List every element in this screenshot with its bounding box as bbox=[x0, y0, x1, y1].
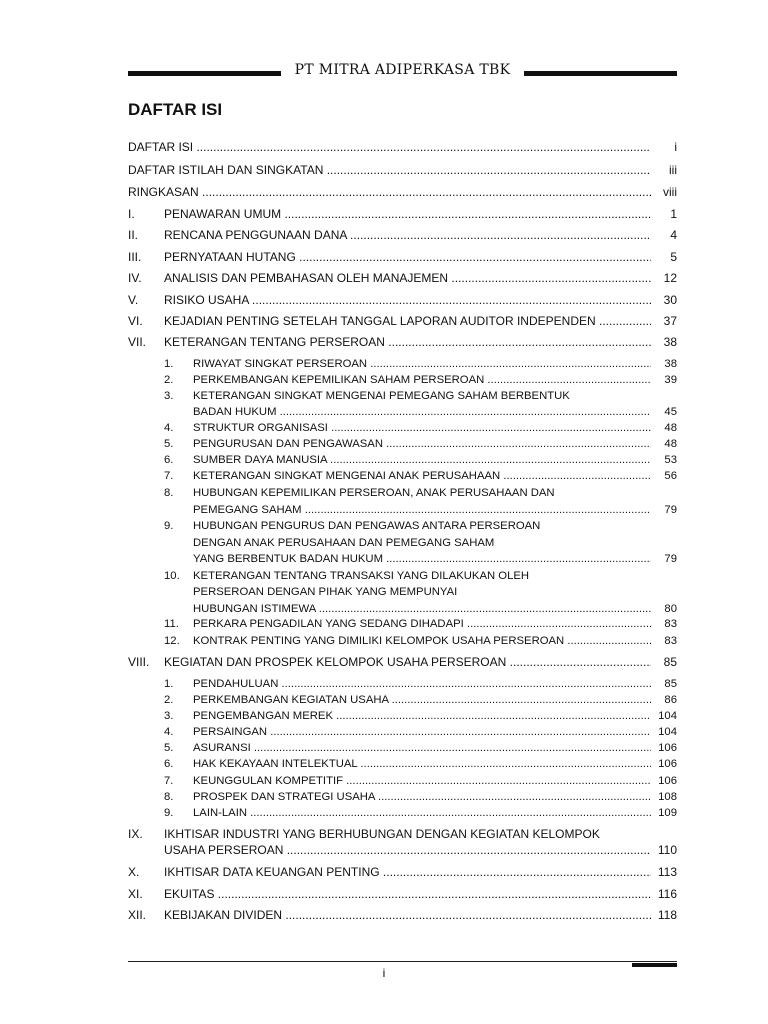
toc-entry-label: IKHTISAR DATA KEUANGAN PENTING ..... bbox=[164, 863, 651, 881]
toc-entry-label: ANALISIS DAN PEMBAHASAN OLEH MANAJEMEN ..... bbox=[164, 269, 651, 287]
toc-entry-label: RINGKASAN ..... bbox=[128, 183, 651, 201]
toc-entry-page: 37 bbox=[663, 314, 677, 328]
toc-entry-page: 1 bbox=[670, 207, 677, 221]
toc-entry-label: HUBUNGAN PENGURUS DAN PENGAWAS ANTARA PERSEROAN bbox=[193, 520, 541, 532]
toc-entry-page: 86 bbox=[664, 694, 677, 706]
toc-entry-page: 118 bbox=[657, 908, 677, 922]
toc-entry-number: 11. bbox=[164, 618, 179, 630]
toc-entry-number: IV. bbox=[128, 271, 142, 285]
toc-entry-label: PERKEMBANGAN KEGIATAN USAHA ..... bbox=[193, 691, 651, 709]
toc-entry-page: 56 bbox=[664, 470, 677, 482]
toc-entry-page: 104 bbox=[658, 710, 677, 722]
toc-entry-number: 4. bbox=[164, 726, 174, 738]
toc-entry-page: 109 bbox=[658, 807, 677, 819]
toc-entry-label: HUBUNGAN KEPEMILIKAN PERSEROAN, ANAK PERUSAHAAN DAN bbox=[193, 487, 555, 499]
toc-entry-page: 108 bbox=[658, 791, 677, 803]
toc-entry-label: KETERANGAN SINGKAT MENGENAI PEMEGANG SAHAM BERBENTUK bbox=[193, 390, 570, 402]
toc-entry-page: 83 bbox=[664, 618, 677, 630]
toc-entry-page: viii bbox=[663, 185, 677, 199]
toc-entry-number: 6. bbox=[164, 758, 174, 770]
toc-entry-label: PENDAHULUAN ..... bbox=[193, 675, 651, 693]
toc-entry-label: DAFTAR ISI ..... bbox=[128, 138, 651, 156]
header-rule-right bbox=[524, 71, 677, 76]
toc-entry bbox=[128, 183, 677, 201]
toc-entry-label: KEGIATAN DAN PROSPEK KELOMPOK USAHA PERSEROAN ..... bbox=[164, 653, 651, 671]
toc-entry-number: 1. bbox=[164, 358, 174, 370]
toc-entry-number: 5. bbox=[164, 438, 174, 450]
toc-entry-number: 3. bbox=[164, 390, 174, 402]
toc-entry bbox=[128, 269, 677, 287]
toc-entry-number: XI. bbox=[128, 887, 143, 901]
toc-entry-label: EKUITAS ..... bbox=[164, 885, 651, 903]
toc-entry-number: 4. bbox=[164, 422, 174, 434]
toc-entry-label: PENAWARAN UMUM ..... bbox=[164, 205, 651, 223]
toc-entry bbox=[128, 653, 677, 671]
toc-entry-number: VII. bbox=[128, 335, 147, 349]
footer-page-number: i bbox=[382, 966, 386, 980]
toc-entry-number: VIII. bbox=[128, 655, 150, 669]
toc-entry-page: 79 bbox=[664, 553, 677, 565]
toc-entry bbox=[128, 517, 677, 535]
toc-entry-number: IX. bbox=[128, 827, 143, 841]
toc-entry-label: KEBIJAKAN DIVIDEN ..... bbox=[164, 906, 651, 924]
toc-entry-label: PENGEMBANGAN MEREK ..... bbox=[193, 707, 651, 725]
toc-entry-label: PERKEMBANGAN KEPEMILIKAN SAHAM PERSEROAN ..... bbox=[193, 371, 651, 389]
toc-entry bbox=[128, 583, 677, 601]
toc-entry-label: SUMBER DAYA MANUSIA ..... bbox=[193, 451, 651, 469]
toc-entry-page: iii bbox=[669, 163, 677, 177]
toc-entry-page: 80 bbox=[664, 603, 677, 615]
toc-entry bbox=[128, 291, 677, 309]
toc-entry bbox=[128, 885, 677, 903]
toc-entry-number: 5. bbox=[164, 742, 174, 754]
toc-entry-page: 110 bbox=[657, 843, 677, 857]
toc-entry-page: 79 bbox=[664, 504, 677, 516]
toc-entry bbox=[128, 804, 677, 822]
toc-entry-number: 3. bbox=[164, 710, 174, 722]
toc-entry-label: PEMEGANG SAHAM ..... bbox=[193, 501, 651, 519]
toc-entry-page: 5 bbox=[670, 250, 677, 264]
toc-entry-label: PERNYATAAN HUTANG ..... bbox=[164, 248, 651, 266]
toc-entry-label: PENGURUSAN DAN PENGAWASAN ..... bbox=[193, 435, 651, 453]
toc-entry-label: HUBUNGAN ISTIMEWA ..... bbox=[193, 600, 651, 618]
toc-entry-number: II. bbox=[128, 228, 139, 242]
toc-entry-label: RIWAYAT SINGKAT PERSEROAN ..... bbox=[193, 355, 651, 373]
toc-entry-number: III. bbox=[128, 250, 142, 264]
toc-entry-page: 53 bbox=[664, 454, 677, 466]
toc-entry bbox=[128, 248, 677, 266]
toc-entry-number: 2. bbox=[164, 694, 174, 706]
toc-entry-label: KETERANGAN TENTANG PERSEROAN ..... bbox=[164, 333, 651, 351]
toc-entry-label: KEUNGGULAN KOMPETITIF ..... bbox=[193, 772, 651, 790]
toc-entry-label: DENGAN ANAK PERUSAHAAN DAN PEMEGANG SAHAM bbox=[193, 537, 495, 549]
toc-entry-label: KETERANGAN TENTANG TRANSAKSI YANG DILAKUKAN OLEH bbox=[193, 570, 530, 582]
toc-entry bbox=[128, 226, 677, 244]
toc-entry-label: PERKARA PENGADILAN YANG SEDANG DIHADAPI ..... bbox=[193, 615, 651, 633]
toc-entry-number: 7. bbox=[164, 775, 174, 787]
toc-entry bbox=[128, 484, 677, 502]
toc-entry bbox=[128, 863, 677, 881]
company-name: PT MITRA ADIPERKASA TBK bbox=[294, 62, 511, 78]
footer-rule bbox=[128, 961, 677, 962]
toc-entry-page: 12 bbox=[663, 271, 677, 285]
toc-entry-page: 45 bbox=[664, 406, 677, 418]
toc-entry-page: 85 bbox=[664, 678, 677, 690]
toc-entry-label: LAIN-LAIN ..... bbox=[193, 804, 651, 822]
toc-entry-label: PERSAINGAN ..... bbox=[193, 723, 651, 741]
toc-entry-label: HAK KEKAYAAN INTELEKTUAL ..... bbox=[193, 755, 651, 773]
toc-entry-number: 2. bbox=[164, 374, 174, 386]
toc-entry bbox=[128, 205, 677, 223]
toc-entry-number: 6. bbox=[164, 454, 174, 466]
toc-entry-page: 48 bbox=[664, 422, 677, 434]
toc-entry bbox=[128, 161, 677, 179]
toc-entry bbox=[128, 755, 677, 773]
toc-entry-page: 104 bbox=[658, 726, 677, 738]
toc-entry-number: 10. bbox=[164, 570, 180, 582]
toc-entry-page: 38 bbox=[664, 358, 677, 370]
toc-entry bbox=[128, 841, 677, 859]
toc-entry-page: 39 bbox=[664, 374, 677, 386]
toc-entry-number: 9. bbox=[164, 520, 174, 532]
toc-entry bbox=[128, 615, 677, 633]
toc-entry-label: RISIKO USAHA ..... bbox=[164, 291, 651, 309]
toc-entry bbox=[128, 550, 677, 568]
toc-entry bbox=[128, 138, 677, 156]
toc-entry-number: 9. bbox=[164, 807, 174, 819]
toc-entry-number: VI. bbox=[128, 314, 143, 328]
toc-entry-page: 106 bbox=[658, 758, 677, 770]
toc-entry-page: 83 bbox=[664, 635, 677, 647]
toc-entry-label: USAHA PERSEROAN ..... bbox=[164, 841, 651, 859]
toc-entry-label: DAFTAR ISTILAH DAN SINGKATAN ..... bbox=[128, 161, 651, 179]
toc-entry-number: 1. bbox=[164, 678, 174, 690]
page-title: DAFTAR ISI bbox=[128, 100, 223, 119]
toc-entry-page: 4 bbox=[670, 228, 677, 242]
toc-entry-page: 106 bbox=[658, 742, 677, 754]
toc-entry-label: STRUKTUR ORGANISASI ..... bbox=[193, 419, 651, 437]
toc-entry-number: X. bbox=[128, 865, 140, 879]
toc-entry-label: KETERANGAN SINGKAT MENGENAI ANAK PERUSAHAAN ..... bbox=[193, 467, 651, 485]
toc-entry-label: ASURANSI ..... bbox=[193, 739, 651, 757]
toc-entry-number: V. bbox=[128, 293, 139, 307]
toc-entry bbox=[128, 632, 677, 650]
toc-entry-label: PROSPEK DAN STRATEGI USAHA ..... bbox=[193, 788, 651, 806]
toc-entry-page: 48 bbox=[664, 438, 677, 450]
toc-entry-label: KEJADIAN PENTING SETELAH TANGGAL LAPORAN AUDITOR INDEPENDEN ..... bbox=[164, 312, 651, 330]
toc-entry-label: KONTRAK PENTING YANG DIMILIKI KELOMPOK USAHA PERSEROAN ..... bbox=[193, 632, 651, 650]
toc-entry bbox=[128, 906, 677, 924]
header-rule-left bbox=[128, 71, 281, 76]
toc-entry-number: 8. bbox=[164, 487, 174, 499]
toc-entry-label: PERSEROAN DENGAN PIHAK YANG MEMPUNYAI bbox=[193, 586, 458, 598]
toc-entry-label: YANG BERBENTUK BADAN HUKUM ..... bbox=[193, 550, 651, 568]
toc-entry-page: 85 bbox=[663, 655, 677, 669]
toc-entry-label: BADAN HUKUM ..... bbox=[193, 403, 651, 421]
page-header bbox=[128, 62, 677, 84]
toc-entry-page: 38 bbox=[663, 335, 677, 349]
toc-entry bbox=[128, 312, 677, 330]
toc-entry-page: i bbox=[674, 140, 677, 154]
toc-entry bbox=[128, 467, 677, 485]
toc-entry-label: RENCANA PENGGUNAAN DANA ..... bbox=[164, 226, 651, 244]
toc-entry-page: 113 bbox=[657, 865, 677, 879]
toc-entry-number: XII. bbox=[128, 908, 147, 922]
toc-entry-page: 106 bbox=[658, 775, 677, 787]
toc-entry-label: IKHTISAR INDUSTRI YANG BERHUBUNGAN DENGAN KEGIATAN KELOMPOK bbox=[164, 827, 600, 841]
toc-entry bbox=[128, 333, 677, 351]
toc-entry-number: I. bbox=[128, 207, 135, 221]
toc-entry-page: 30 bbox=[663, 293, 677, 307]
toc-entry-number: 12. bbox=[164, 635, 180, 647]
toc-entry-number: 8. bbox=[164, 791, 174, 803]
toc-entry-page: 116 bbox=[657, 887, 677, 901]
toc-entry-number: 7. bbox=[164, 470, 174, 482]
